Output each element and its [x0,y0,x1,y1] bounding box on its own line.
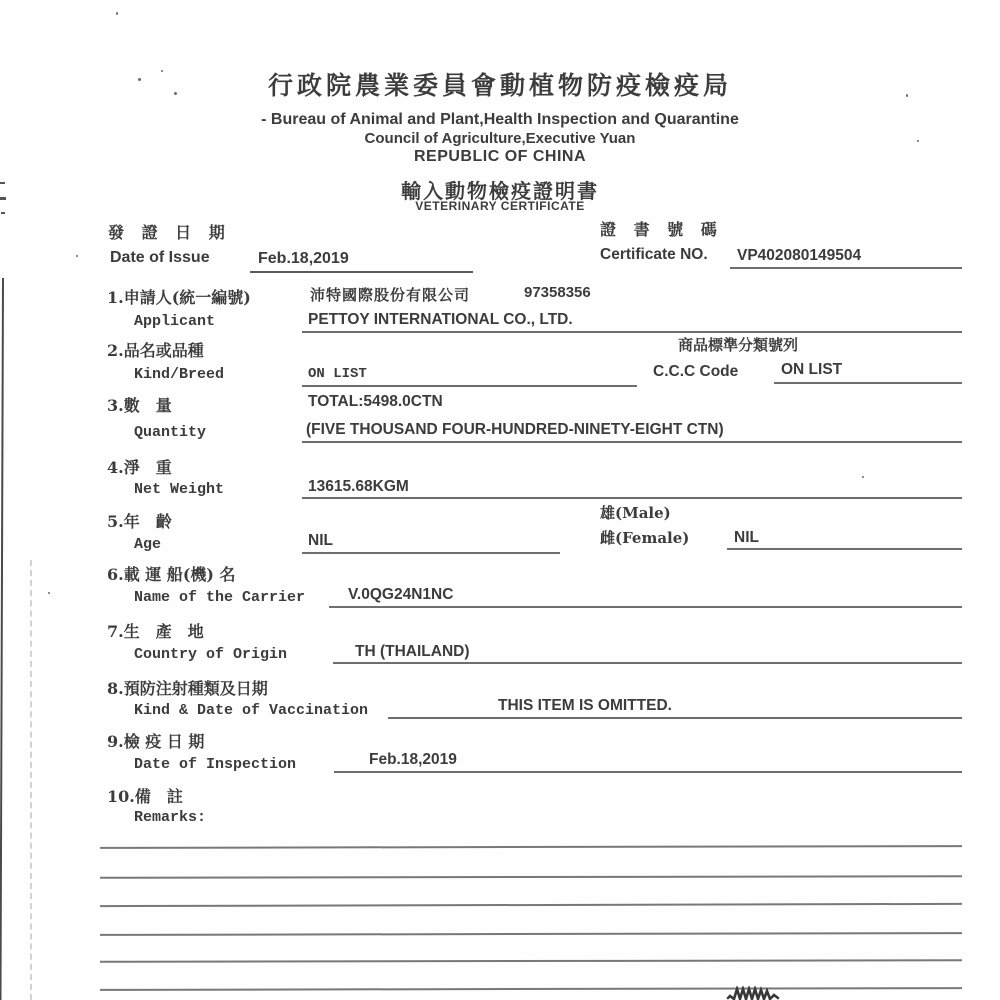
quantity-underline [302,441,962,443]
remarks-label-zh: 10.備 註 [107,787,183,806]
ccc-code-underline [774,382,962,384]
remarks-line [100,845,962,849]
applicant-underline [302,331,962,333]
issue-date-value: Feb.18,2019 [258,250,349,267]
carrier-label-en: Name of the Carrier [134,589,306,606]
scan-speck [161,70,163,72]
scan-edge-mark [0,197,6,200]
scan-edge-mark [0,182,5,184]
kind-breed-value: ON LIST [308,366,367,382]
header-country-en: REPUBLIC OF CHINA [413,148,587,165]
quantity-label-en: Quantity [134,424,207,441]
age-male-label: 雄(Male) [600,504,671,522]
age-label-en: Age [134,536,162,553]
net-weight-label-zh: 4.淨 重 [107,458,172,477]
ccc-code-value: ON LIST [781,361,843,378]
scan-speck [138,78,141,81]
vaccination-underline [388,717,962,719]
net-weight-label-en: Net Weight [134,481,225,498]
kind-breed-underline [302,385,637,387]
scan-edge-dotted-line [30,560,32,1000]
quantity-words-value: (FIVE THOUSAND FOUR-HUNDRED-NINETY-EIGHT CTN) [306,421,724,438]
remarks-label-en: Remarks: [134,809,207,826]
inspection-label-en: Date of Inspection [134,756,297,773]
issue-date-label-zh: 發 證 日 期 [108,223,231,242]
vaccination-label-en: Kind & Date of Vaccination [134,702,369,719]
scan-speck [917,140,919,142]
scan-speck [48,592,50,594]
header-doc-title-en: VETERINARY CERTIFICATE [415,199,585,213]
age-underline [302,552,560,554]
inspection-label-zh: 9.檢 疫 日 期 [107,732,205,751]
header-agency-title-zh: 行政院農業委員會動植物防疫檢疫局 [267,71,732,100]
scan-edge-mark [1,212,5,214]
age-female-value: NIL [734,529,759,546]
ccc-code-label-en: C.C.C Code [653,363,739,380]
scan-speck [116,12,118,15]
origin-underline [333,662,962,664]
origin-label-en: Country of Origin [134,646,288,663]
carrier-value: V.0QG24N1NC [348,586,454,603]
remarks-line [100,875,962,879]
vaccination-label-zh: 8.預防注射種類及日期 [107,679,268,698]
scan-speck [76,255,78,257]
remarks-line [100,932,962,936]
age-female-label: 雌(Female) [600,529,690,547]
header-bureau-en: - Bureau of Animal and Plant,Health Inspection and Quarantine [261,111,739,128]
age-label-zh: 5.年 齡 [107,512,172,531]
scan-edge-vertical-line [0,278,4,1000]
applicant-uniform-no: 97358356 [524,284,591,301]
issue-date-label-en: Date of Issue [110,249,210,266]
header-doc-title-zh: 輸入動物檢疫證明書 [401,179,599,203]
age-female-underline [727,548,962,550]
remarks-line [100,987,962,991]
scan-speck [862,476,864,478]
remarks-line [100,959,962,963]
applicant-name-zh: 沛特國際股份有限公司 [310,286,471,304]
certificate-no-label-en: Certificate NO. [600,246,708,263]
certificate-no-label-zh: 證 書 號 碼 [600,220,723,239]
quantity-total-value: TOTAL:5498.0CTN [308,393,443,410]
applicant-label-zh: 1.申請人(統一編號) [107,288,251,307]
ccc-header-zh: 商品標準分類號列 [678,336,799,354]
net-weight-underline [302,497,962,499]
kind-breed-label-en: Kind/Breed [134,366,225,383]
quantity-label-zh: 3.數 量 [107,396,172,415]
certificate-no-value: VP402080149504 [737,247,862,264]
origin-label-zh: 7.生 產 地 [107,622,204,641]
kind-breed-label-zh: 2.品名或品種 [107,341,204,360]
net-weight-value: 13615.68KGM [308,478,409,495]
inspection-value: Feb.18,2019 [369,751,457,768]
inspection-underline [334,771,962,773]
applicant-name-en: PETTOY INTERNATIONAL CO., LTD. [308,311,573,328]
carrier-underline [329,606,962,608]
vaccination-value: THIS ITEM IS OMITTED. [498,697,672,714]
signature-scribble [726,986,790,1000]
applicant-label-en: Applicant [134,313,216,330]
certificate-no-underline [730,267,962,269]
carrier-label-zh: 6.載 運 船(機) 名 [107,565,236,584]
origin-value: TH (THAILAND) [355,643,470,660]
remarks-line [100,903,962,907]
scan-speck [174,92,177,95]
header-council-en: Council of Agriculture,Executive Yuan [364,130,636,147]
scan-speck [906,94,908,97]
issue-date-underline [250,271,473,273]
age-value: NIL [308,532,333,549]
